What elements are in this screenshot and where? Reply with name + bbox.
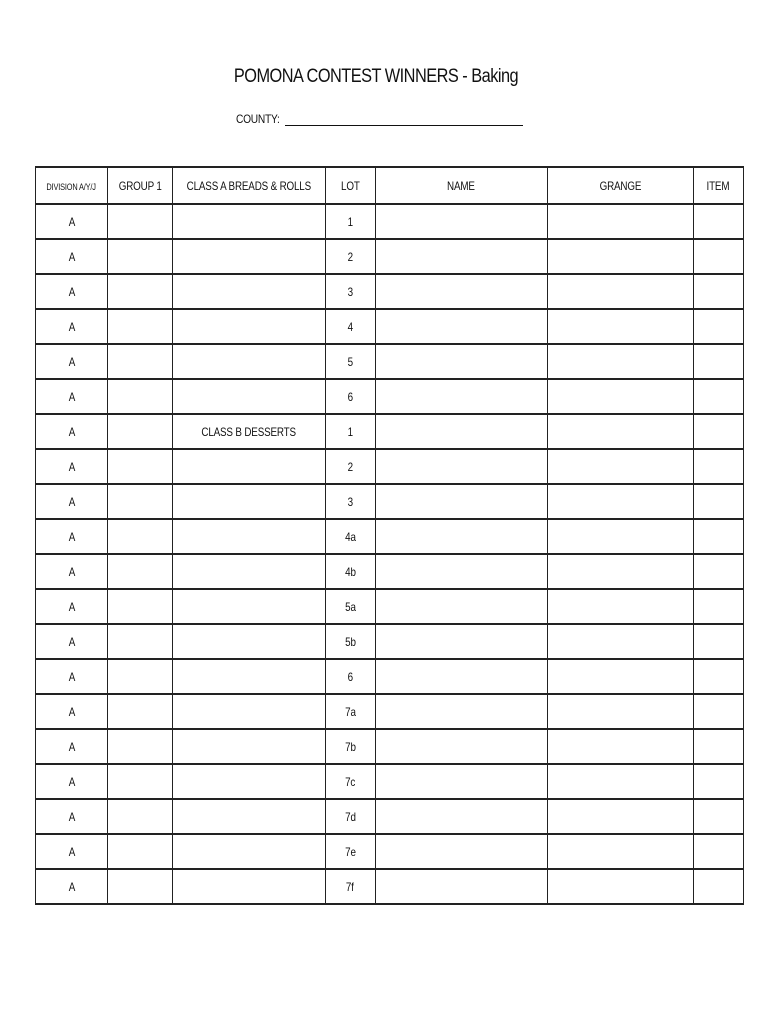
- lot-cell: 3: [325, 274, 375, 309]
- name-cell[interactable]: [375, 309, 547, 344]
- item-cell[interactable]: [693, 204, 743, 239]
- lot-cell: 7b: [325, 729, 375, 764]
- header-division: DIVISION A/Y/J: [36, 167, 108, 204]
- table-row: [36, 414, 744, 449]
- grange-cell[interactable]: [547, 414, 693, 449]
- grange-cell[interactable]: [547, 834, 693, 869]
- name-cell[interactable]: [375, 204, 547, 239]
- division-cell: A: [36, 869, 108, 904]
- group-cell[interactable]: [108, 239, 173, 274]
- header-item: ITEM: [693, 167, 743, 204]
- grange-cell[interactable]: [547, 694, 693, 729]
- county-label: COUNTY:: [236, 112, 280, 126]
- grange-cell[interactable]: [547, 449, 693, 484]
- lot-cell: 7a: [325, 694, 375, 729]
- class-cell[interactable]: [173, 869, 326, 904]
- header-grange: GRANGE: [547, 167, 693, 204]
- group-cell[interactable]: [108, 729, 173, 764]
- header-row: [36, 167, 744, 204]
- name-cell[interactable]: [375, 799, 547, 834]
- class-cell[interactable]: [173, 799, 326, 834]
- group-cell[interactable]: [108, 519, 173, 554]
- lot-cell: 7d: [325, 799, 375, 834]
- header-class: CLASS A BREADS & ROLLS: [173, 167, 326, 204]
- class-cell[interactable]: [173, 729, 326, 764]
- group-cell[interactable]: [108, 624, 173, 659]
- name-cell[interactable]: [375, 344, 547, 379]
- table-row: [36, 694, 744, 729]
- item-cell[interactable]: [693, 694, 743, 729]
- grange-cell[interactable]: [547, 309, 693, 344]
- lot-cell: 5a: [325, 589, 375, 624]
- division-cell: A: [36, 309, 108, 344]
- header-name: NAME: [375, 167, 547, 204]
- name-cell[interactable]: [375, 834, 547, 869]
- group-cell[interactable]: [108, 694, 173, 729]
- name-cell[interactable]: [375, 274, 547, 309]
- grange-cell[interactable]: [547, 344, 693, 379]
- item-cell[interactable]: [693, 799, 743, 834]
- item-cell[interactable]: [693, 484, 743, 519]
- item-cell[interactable]: [693, 869, 743, 904]
- table-row: [36, 659, 744, 694]
- class-cell[interactable]: [173, 834, 326, 869]
- item-cell[interactable]: [693, 344, 743, 379]
- table-row: [36, 729, 744, 764]
- name-cell[interactable]: [375, 449, 547, 484]
- item-cell[interactable]: [693, 624, 743, 659]
- name-cell[interactable]: [375, 659, 547, 694]
- class-cell[interactable]: [173, 554, 326, 589]
- name-cell[interactable]: [375, 869, 547, 904]
- lot-cell: 6: [325, 379, 375, 414]
- item-cell[interactable]: [693, 239, 743, 274]
- grange-cell[interactable]: [547, 869, 693, 904]
- class-cell[interactable]: [173, 344, 326, 379]
- lot-cell: 2: [325, 239, 375, 274]
- table-row: [36, 274, 744, 309]
- group-cell[interactable]: [108, 309, 173, 344]
- division-cell: A: [36, 519, 108, 554]
- table-row: [36, 624, 744, 659]
- table-row: [36, 799, 744, 834]
- group-cell[interactable]: [108, 414, 173, 449]
- county-field: [236, 112, 523, 126]
- header-lot: LOT: [325, 167, 375, 204]
- lot-cell: 5b: [325, 624, 375, 659]
- class-cell[interactable]: [173, 309, 326, 344]
- division-cell: A: [36, 589, 108, 624]
- division-cell: A: [36, 344, 108, 379]
- table-row: [36, 869, 744, 904]
- division-cell: A: [36, 624, 108, 659]
- group-cell[interactable]: [108, 554, 173, 589]
- group-cell[interactable]: [108, 764, 173, 799]
- grange-cell[interactable]: [547, 624, 693, 659]
- name-cell[interactable]: [375, 414, 547, 449]
- table-row: [36, 484, 744, 519]
- item-cell[interactable]: [693, 554, 743, 589]
- class-cell[interactable]: [173, 274, 326, 309]
- name-cell[interactable]: [375, 239, 547, 274]
- grange-cell[interactable]: [547, 659, 693, 694]
- table-row: [36, 554, 744, 589]
- item-cell[interactable]: [693, 274, 743, 309]
- item-cell[interactable]: [693, 589, 743, 624]
- table-row: [36, 764, 744, 799]
- item-cell[interactable]: [693, 729, 743, 764]
- county-input-line[interactable]: [285, 112, 523, 126]
- division-cell: A: [36, 414, 108, 449]
- page-title: POMONA CONTEST WINNERS - Baking: [233, 66, 519, 87]
- group-cell[interactable]: [108, 834, 173, 869]
- table-row: [36, 834, 744, 869]
- grange-cell[interactable]: [547, 239, 693, 274]
- grange-cell[interactable]: [547, 379, 693, 414]
- lot-cell: 4a: [325, 519, 375, 554]
- grange-cell[interactable]: [547, 204, 693, 239]
- class-cell[interactable]: [173, 624, 326, 659]
- table-row: [36, 379, 744, 414]
- division-cell: A: [36, 694, 108, 729]
- name-cell[interactable]: [375, 764, 547, 799]
- grange-cell[interactable]: [547, 764, 693, 799]
- name-cell[interactable]: [375, 519, 547, 554]
- grange-cell[interactable]: [547, 589, 693, 624]
- lot-cell: 6: [325, 659, 375, 694]
- division-cell: A: [36, 834, 108, 869]
- table-row: [36, 309, 744, 344]
- name-cell[interactable]: [375, 379, 547, 414]
- division-cell: A: [36, 239, 108, 274]
- name-cell[interactable]: [375, 694, 547, 729]
- group-cell[interactable]: [108, 204, 173, 239]
- class-cell[interactable]: [173, 519, 326, 554]
- class-cell[interactable]: [173, 239, 326, 274]
- division-cell: A: [36, 764, 108, 799]
- item-cell[interactable]: [693, 764, 743, 799]
- lot-cell: 4: [325, 309, 375, 344]
- group-cell[interactable]: [108, 344, 173, 379]
- lot-cell: 3: [325, 484, 375, 519]
- name-cell[interactable]: [375, 729, 547, 764]
- class-cell[interactable]: [173, 589, 326, 624]
- class-cell[interactable]: [173, 659, 326, 694]
- lot-cell: 1: [325, 204, 375, 239]
- lot-cell: 1: [325, 414, 375, 449]
- class-cell[interactable]: CLASS B DESSERTS: [173, 414, 326, 449]
- name-cell[interactable]: [375, 624, 547, 659]
- lot-cell: 4b: [325, 554, 375, 589]
- header-group: GROUP 1: [108, 167, 173, 204]
- division-cell: A: [36, 449, 108, 484]
- item-cell[interactable]: [693, 379, 743, 414]
- item-cell[interactable]: [693, 309, 743, 344]
- class-cell[interactable]: [173, 379, 326, 414]
- group-cell[interactable]: [108, 484, 173, 519]
- grange-cell[interactable]: [547, 729, 693, 764]
- class-cell[interactable]: [173, 694, 326, 729]
- lot-cell: 7e: [325, 834, 375, 869]
- winners-table: [35, 166, 744, 905]
- division-cell: A: [36, 799, 108, 834]
- item-cell[interactable]: [693, 834, 743, 869]
- group-cell[interactable]: [108, 659, 173, 694]
- division-cell: A: [36, 379, 108, 414]
- item-cell[interactable]: [693, 414, 743, 449]
- division-cell: A: [36, 554, 108, 589]
- table-row: [36, 449, 744, 484]
- name-cell[interactable]: [375, 589, 547, 624]
- grange-cell[interactable]: [547, 554, 693, 589]
- table-row: [36, 519, 744, 554]
- grange-cell[interactable]: [547, 799, 693, 834]
- name-cell[interactable]: [375, 554, 547, 589]
- division-cell: A: [36, 484, 108, 519]
- table-row: [36, 204, 744, 239]
- group-cell[interactable]: [108, 799, 173, 834]
- group-cell[interactable]: [108, 274, 173, 309]
- class-cell[interactable]: [173, 764, 326, 799]
- lot-cell: 2: [325, 449, 375, 484]
- lot-cell: 7f: [325, 869, 375, 904]
- division-cell: A: [36, 729, 108, 764]
- group-cell[interactable]: [108, 589, 173, 624]
- group-cell[interactable]: [108, 869, 173, 904]
- grange-cell[interactable]: [547, 274, 693, 309]
- table-row: [36, 344, 744, 379]
- division-cell: A: [36, 659, 108, 694]
- class-cell[interactable]: [173, 204, 326, 239]
- group-cell[interactable]: [108, 449, 173, 484]
- lot-cell: 5: [325, 344, 375, 379]
- item-cell[interactable]: [693, 449, 743, 484]
- name-cell[interactable]: [375, 484, 547, 519]
- table-row: [36, 239, 744, 274]
- item-cell[interactable]: [693, 659, 743, 694]
- grange-cell[interactable]: [547, 519, 693, 554]
- group-cell[interactable]: [108, 379, 173, 414]
- division-cell: A: [36, 204, 108, 239]
- class-cell[interactable]: [173, 484, 326, 519]
- class-cell[interactable]: [173, 449, 326, 484]
- division-cell: A: [36, 274, 108, 309]
- lot-cell: 7c: [325, 764, 375, 799]
- item-cell[interactable]: [693, 519, 743, 554]
- table-row: [36, 589, 744, 624]
- grange-cell[interactable]: [547, 484, 693, 519]
